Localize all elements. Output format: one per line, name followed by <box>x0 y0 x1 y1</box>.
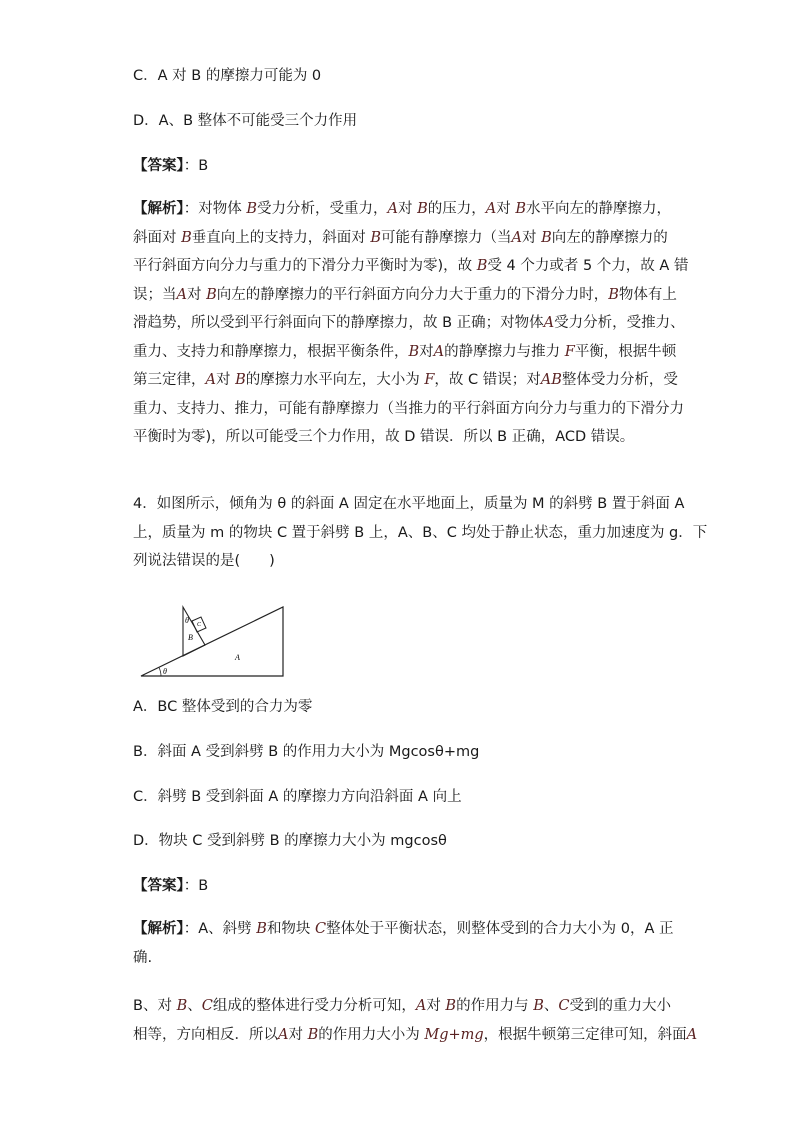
text-segment: ：A、斜劈 <box>183 921 257 937</box>
analysis-row <box>133 944 665 973</box>
text-segment: 受力分析，受推力、 <box>554 315 685 331</box>
text-segment: 对 <box>398 201 418 217</box>
analysis-2 <box>133 915 674 972</box>
analysis-row <box>133 395 684 424</box>
text-segment: 误；当 <box>133 286 177 303</box>
text-segment: 相等，方向相反．所以 <box>133 1026 278 1043</box>
text-segment: 、 <box>543 998 559 1014</box>
answer-label: 【答案】 <box>133 158 184 174</box>
text-segment: B、对 <box>133 998 177 1014</box>
label-a: A <box>235 653 240 662</box>
text-segment: 平衡时为零)，所以可能受三个力作用，故 D 错误．所以 B 正确，ACD 错误。 <box>133 429 635 445</box>
text-segment: 的压力， <box>427 201 486 217</box>
option-d-prev: D．A、B 整体不可能受三个力作用 <box>133 113 358 129</box>
incline-a-shape <box>141 607 283 676</box>
analysis-row <box>133 252 689 281</box>
text-segment: 组成的整体进行受力分析可知， <box>212 998 416 1014</box>
analysis-row <box>133 1021 698 1050</box>
italic-symbol: F <box>564 343 575 360</box>
text-segment: 垂直向上的支持力，斜面对 <box>191 229 371 246</box>
italic-symbol: A <box>387 201 398 217</box>
theta-label-wedge: θ <box>185 616 189 625</box>
answer-value: ：B <box>183 158 209 174</box>
analysis-row <box>133 309 685 338</box>
text-segment: 对 <box>419 343 434 360</box>
question-row: 4．如图所示，倾角为 θ 的斜面 A 固定在水平地面上，质量为 M 的斜劈 B 置于斜面 A <box>133 496 685 512</box>
italic-symbol: A <box>278 1026 289 1043</box>
question-row: 上，质量为 m 的物块 C 置于斜劈 B 上，A、B、C 均处于静止状态，重力加速度为 g．下 <box>133 524 708 541</box>
italic-symbol: A <box>415 998 427 1014</box>
text-segment: 受 4 个力或者 5 个力，故 A 错 <box>487 258 689 274</box>
text-segment: 的作用力大小为 <box>318 1026 425 1043</box>
text-segment: 整体处于平衡状态，则整体受到的合力大小为 0，A 正 <box>326 921 674 937</box>
analysis-label: 【解析】 <box>133 921 184 937</box>
italic-symbol: AB <box>540 372 562 388</box>
text-segment: 、 <box>187 998 202 1014</box>
text-segment: 第三定律， <box>133 372 206 388</box>
italic-symbol: A <box>176 286 187 303</box>
text-segment: ：对物体 <box>183 201 247 217</box>
text-segment: 的作用力与 <box>456 998 534 1014</box>
italic-symbol: B <box>533 998 544 1014</box>
italic-symbol: C <box>201 998 213 1014</box>
italic-symbol: B <box>445 998 457 1014</box>
text-segment: 和物块 <box>266 921 316 937</box>
option-c-prev: C．A 对 B 的摩擦力可能为 0 <box>133 68 322 84</box>
analysis-3 <box>133 992 698 1049</box>
text-segment: 水平向左的静摩擦力， <box>526 201 672 217</box>
option-c: C．斜劈 B 受到斜面 A 的摩擦力方向沿斜面 A 向上 <box>133 789 462 805</box>
italic-symbol: B <box>417 201 428 217</box>
italic-symbol: A <box>543 315 555 331</box>
text-segment: 受到的重力大小 <box>569 998 671 1014</box>
answer-value: ：B <box>183 878 209 894</box>
text-segment: 物体有上 <box>618 286 677 303</box>
italic-symbol: B <box>541 229 552 246</box>
italic-symbol: B <box>307 1026 319 1043</box>
text-segment: 平行斜面方向分力与重力的下滑分力平衡时为零)，故 <box>133 258 477 274</box>
analysis-row <box>133 992 671 1021</box>
analysis-row <box>133 195 672 224</box>
option-a: A．BC 整体受到的合力为零 <box>133 699 313 715</box>
italic-symbol: Mg+mg <box>424 1026 484 1043</box>
label-b: B <box>188 633 193 642</box>
text-segment: 平衡，根据牛顿 <box>574 343 677 360</box>
italic-symbol: B <box>206 286 217 303</box>
italic-symbol: B <box>370 229 382 246</box>
wedge-b-shape <box>183 607 205 656</box>
label-c: C <box>197 622 202 628</box>
analysis-row <box>133 338 677 367</box>
text-segment: ，故 C 错误；对 <box>434 372 541 388</box>
text-segment: 向左的静摩擦力的 <box>551 229 668 246</box>
italic-symbol: A <box>205 372 216 388</box>
analysis-label: 【解析】 <box>133 201 184 217</box>
italic-symbol: C <box>558 998 570 1014</box>
text-segment: 对 <box>496 201 516 217</box>
analysis-row <box>133 224 668 253</box>
option-d: D．物块 C 受到斜劈 B 的摩擦力大小为 mgcosθ <box>133 833 447 849</box>
text-segment: 整体受力分析，受 <box>561 372 678 388</box>
analysis-row <box>133 915 674 944</box>
text-segment: 对 <box>426 998 446 1014</box>
text-segment: 可能有静摩擦力（当 <box>381 229 512 246</box>
italic-symbol: F <box>424 372 435 388</box>
text-segment: 重力、支持力和静摩擦力，根据平衡条件， <box>133 343 409 360</box>
analysis-row <box>133 366 678 395</box>
question-4-stem <box>133 490 708 576</box>
answer-1 <box>133 156 208 176</box>
text-segment: 对 <box>215 372 236 388</box>
question-row: 列说法错误的是( ) <box>133 553 275 569</box>
answer-label: 【答案】 <box>133 878 184 894</box>
italic-symbol: A <box>433 343 445 360</box>
analysis-row <box>133 281 677 310</box>
analysis-row <box>133 423 665 452</box>
text-segment: 对 <box>288 1026 308 1043</box>
italic-symbol: A <box>686 1026 698 1043</box>
italic-symbol: B <box>476 258 488 274</box>
analysis-1 <box>133 195 689 452</box>
text-segment: 对 <box>522 229 542 246</box>
answer-2 <box>133 876 208 896</box>
text-segment: 的摩擦力水平向左，大小为 <box>245 372 425 388</box>
incline-figure <box>133 600 293 680</box>
option-b: B．斜面 A 受到斜劈 B 的作用力大小为 Mgcosθ+mg <box>133 744 480 760</box>
italic-symbol: A <box>485 201 497 217</box>
theta-label-incline: θ <box>163 667 167 676</box>
italic-symbol: A <box>511 229 523 246</box>
italic-symbol: C <box>315 921 327 937</box>
italic-symbol: B <box>181 229 192 246</box>
italic-symbol: B <box>176 998 188 1014</box>
text-segment: 对 <box>186 286 207 303</box>
text-segment: 重力、支持力、推力，可能有静摩擦力（当推力的平行斜面方向分力与重力的下滑分力 <box>133 400 684 417</box>
text-segment: 的静摩擦力与推力 <box>444 343 565 360</box>
italic-symbol: B <box>246 201 258 217</box>
text-segment: 受力分析，受重力， <box>257 201 388 217</box>
text-segment: ，根据牛顿第三定律可知，斜面 <box>483 1026 687 1043</box>
text-segment: 滑趋势，所以受到平行斜面向下的静摩擦力，故 B 正确；对物体 <box>133 315 544 331</box>
italic-symbol: B <box>515 201 527 217</box>
text-segment: 向左的静摩擦力的平行斜面方向分力大于重力的下滑分力时， <box>216 286 609 303</box>
text-segment: 斜面对 <box>133 229 182 246</box>
italic-symbol: B <box>235 372 246 388</box>
theta-arc <box>159 668 161 677</box>
italic-symbol: B <box>608 286 619 303</box>
text-segment: 确. <box>133 949 153 966</box>
italic-symbol: B <box>256 921 267 937</box>
italic-symbol: B <box>408 343 420 360</box>
